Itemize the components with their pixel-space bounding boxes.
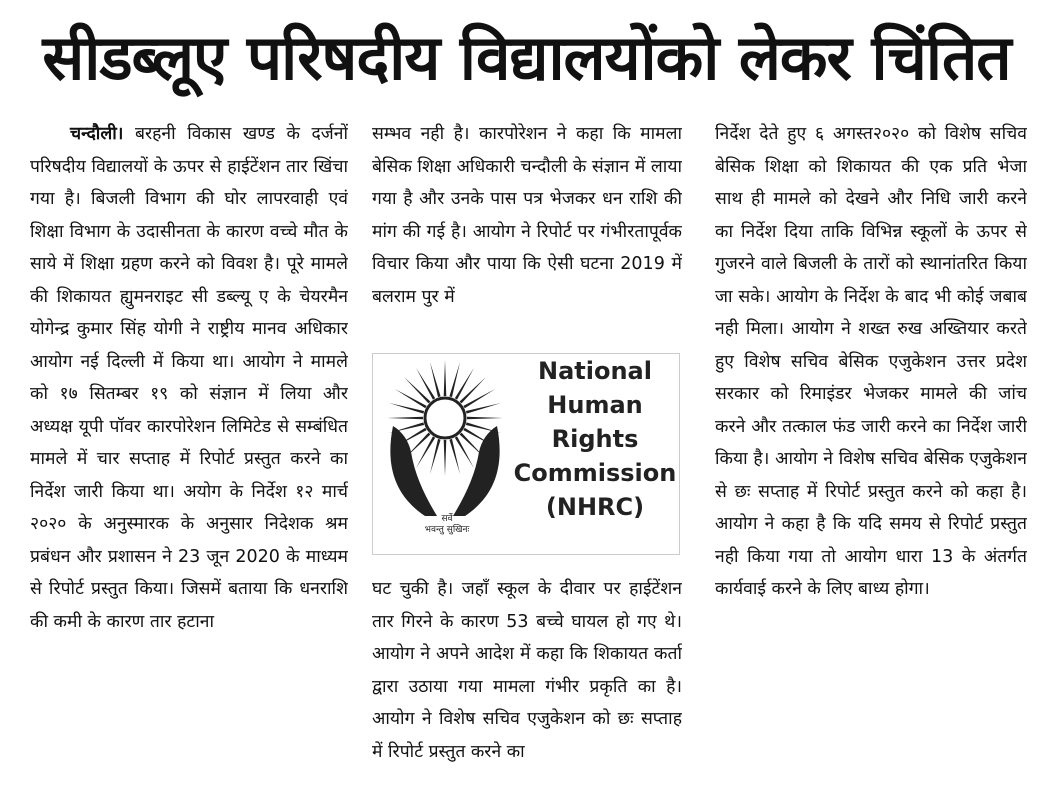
column-2-text-top: सम्भव नही है। कारपोरेशन ने कहा कि मामला बेसिक शिक्षा अधिकारी चन्दौली के संज्ञान में लाया गया है और उनके पास पत्र भेजकर धन राशि की मांग की गई है। आयोग ने रिपोर्ट पर गंभीरतापूर्वक विचार किया और पाया कि ऐसी घटना 2019 में बलराम पुर में	[372, 124, 682, 307]
sun-ray	[449, 362, 460, 397]
sun-ray	[466, 403, 501, 414]
column-3-text: निर्देश देते हुए ६ अगस्त२०२० को विशेष सचिव बेसिक शिक्षा को शिकायत की एक प्रति भेजा साथ ही मामले को देखने और निधि जारी करने का निर्देश दिया ताकि विभिन्न स्कूलों के ऊपर से गुजरने वाले बिजली के तारों को स्थानांतरित किया जा सके। आयोग के निर्देश के बाद भी कोई जबाब नही मिला। आयोग ने शख्त रुख अख्तियार करते हुए विशेष सचिव बेसिक एजुकेशन उत्तर प्रदेश सरकार को रिमाइंडर भेजकर मामले की जांच करने और तत्काल फंड जारी करने का निर्देश जारी किया है। आयोग ने विशेष सचिव बेसिक एजुकेशन से छः सप्ताह में रिपोर्ट प्रस्तुत करने को कहा है। आयोग ने कहा है कि यदि समय से रिपोर्ट प्रस्तुत नही किया गया तो आयोग धारा 13 के अंतर्गत कार्यवाई करने के लिए बाध्य होगा।	[715, 124, 1027, 599]
sun-ray	[449, 439, 460, 474]
column-2-text-bottom: घट चुकी है। जहाँ स्कूल के दीवार पर हाईटेंशन तार गिरने के कारण 53 बच्चे घायल हो गए थे। आयोग ने अपने आदेश में कहा कि शिकायत कर्ता द्वारा उठाया गया मामला गंभीर प्रकृति का है। आयोग ने विशेष सचिव एजुकेशन को छः सप्ताह में रिपोर्ट प्रस्तुत करने का	[372, 579, 682, 762]
sun-ray	[404, 377, 430, 403]
logo-wordmark: National Human Rights Commission (NHRC)	[513, 357, 677, 521]
article-column-3	[715, 118, 1027, 802]
dateline: चन्दौली।	[70, 124, 124, 144]
sun-ray	[430, 362, 441, 397]
column-1-text: बरहनी विकास खण्ड के दर्जनों परिषदीय विद्यालयों के ऊपर से हाईटेंशन तार खिंचा गया है। बिजली विभाग की घोर लापरवाही एवं शिक्षा विभाग के उदासीनता के कारण वच्चे मौत के साये में शिक्षा ग्रहण करने को विवश है। पूरे मामले की शिकायत ह्युमनराइट सी डब्ल्यू ए के चेयरमैन योगेन्द्र कुमार सिंह योगी ने राष्ट्रीय मानव अधिकार आयोग नई दिल्ली में किया था। आयोग ने मामले को १७ सितम्बर १९ को संज्ञान में लिया और अध्यक्ष यूपी पॉवर कारपोरेशन लिमिटेड से सम्बंधित मामले में चार सप्ताह में रिपोर्ट प्रस्तुत करने का निर्देश जारी किया था। अयोग के निर्देश १२ मार्च २०२० के अनुस्मारक के अनुसार निदेशक श्रम प्रबंधन और प्रशासन ने 23 जून 2020 के माध्यम से रिपोर्ट प्रस्तुत किया। जिसमें बताया कि धनराशि की कमी के कारण तार हटाना	[30, 124, 348, 632]
sun-ray	[395, 389, 427, 408]
sun-ray	[416, 368, 435, 400]
sun-ray	[460, 377, 486, 403]
sun-ray	[387, 417, 423, 420]
paragraph	[30, 118, 348, 638]
sun-ray	[444, 440, 447, 476]
sun-ray	[416, 436, 435, 468]
sun-ray	[444, 360, 447, 396]
nhrc-logo	[372, 353, 680, 555]
sun-ray	[455, 368, 474, 400]
logo-motto: सर्वे भवन्तु सुखिनः	[424, 514, 470, 535]
article-column-2	[372, 118, 682, 802]
sun-ray	[463, 389, 495, 408]
headline: सीडब्लूए परिषदीय विद्यालयोंको लेकर चिंतित	[42, 21, 1011, 94]
sun-ray	[430, 439, 441, 474]
sun-ray	[389, 403, 424, 414]
sun-ray	[467, 417, 503, 420]
article-column-1	[30, 118, 348, 802]
sun-ray	[455, 436, 474, 468]
